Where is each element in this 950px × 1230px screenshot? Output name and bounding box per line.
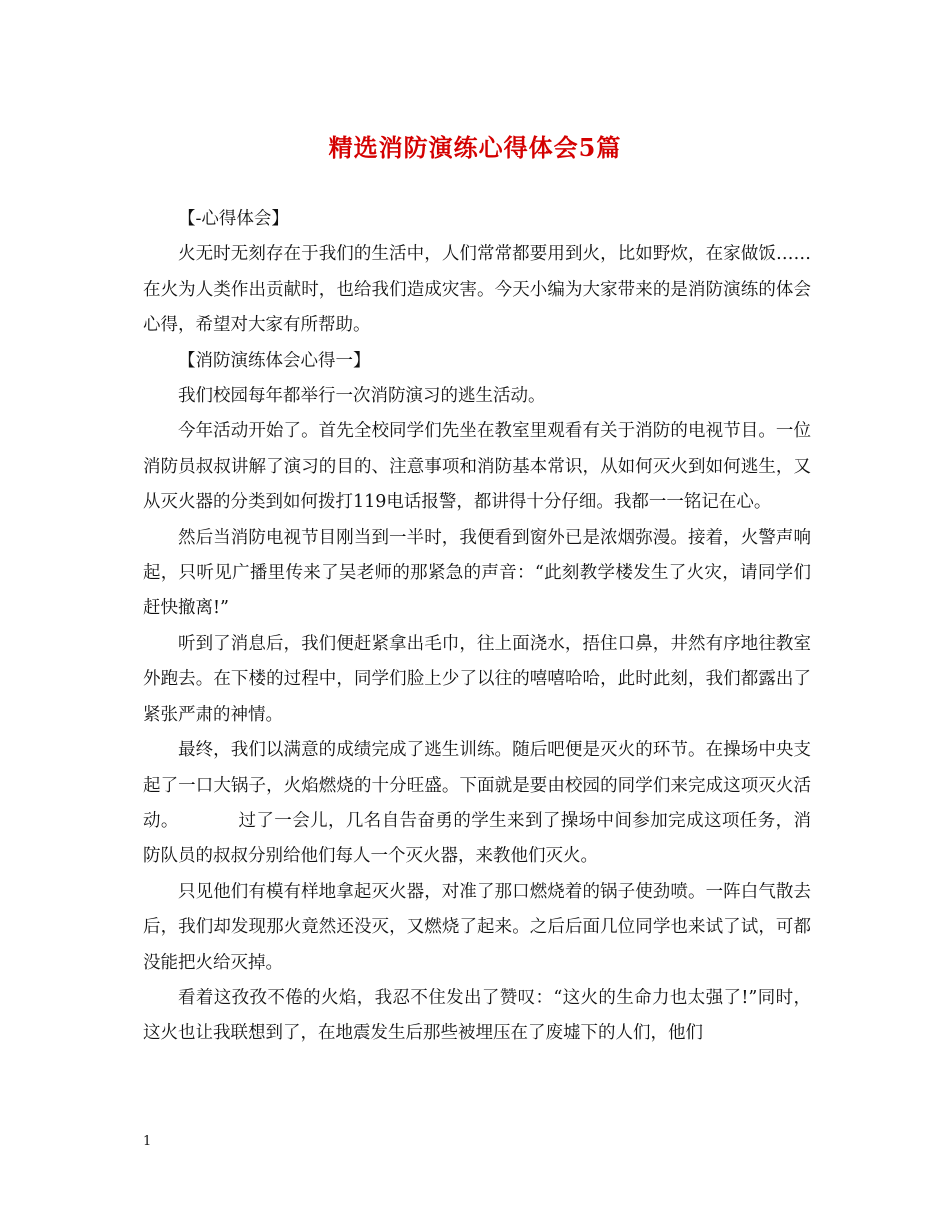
paragraph-4: 听到了消息后，我们便赶紧拿出毛巾，往上面浇水，捂住口鼻，井然有序地往教室外跑去。在下楼的过程中，同学们脸上少了以往的嘻嘻哈哈，此时此刻，我们都露出了紧张严肃的神情。: [143, 633, 811, 725]
section-heading: 【消防演练体会心得一】: [178, 350, 371, 371]
paragraph-2: 今年活动开始了。首先全校同学们先坐在教室里观看有关于消防的电视节目。一位消防员叔叔讲解了演习的目的、注意事项和消防基本常识，从如何灭火到如何逃生，又从灭火器的分类到如何拨打119电话报警，都讲得十分仔细。我都一一铭记在心。: [143, 421, 811, 513]
paragraph-5: 最终，我们以满意的成绩完成了逃生训练。随后吧便是灭火的环节。在操场中央支起了一口大锅子，火焰燃烧的十分旺盛。下面就是要由校园的同学们来完成这项灭火活动。 过了一会儿，几名自告奋勇的学生来到了操场中间参加完成这项任务，消防队员的叔叔分别给他们每人一个灭火器，来教他们灭火。: [143, 740, 811, 867]
page-number: 1: [143, 1134, 152, 1149]
paragraph-6: 只见他们有模有样地拿起灭火器，对准了那口燃烧着的锅子使劲喷。一阵白气散去后，我们却发现那火竟然还没灭，又燃烧了起来。之后后面几位同学也来试了试，可都没能把火给灭掉。: [143, 881, 811, 973]
intro-heading: 【-心得体会】: [178, 209, 289, 229]
paragraph-1: 我们校园每年都举行一次消防演习的逃生活动。: [178, 386, 546, 407]
document-title: 精选消防演练心得体会5篇: [328, 133, 622, 162]
paragraph-7: 看着这孜孜不倦的火焰，我忍不住发出了赞叹：“这火的生命力也太强了!”同时，这火也让我联想到了，在地震发生后那些被埋压在了废墟下的人们，他们: [143, 987, 811, 1044]
paragraph-3: 然后当消防电视节目刚当到一半时，我便看到窗外已是浓烟弥漫。接着，火警声响起，只听见广播里传来了吴老师的那紧急的声音：“此刻教学楼发生了火灾，请同学们赶快撤离!”: [143, 527, 811, 619]
intro-paragraph: 火无时无刻存在于我们的生活中，人们常常都要用到火，比如野炊，在家做饭……在火为人类作出贡献时，也给我们造成灾害。今天小编为大家带来的是消防演练的体会心得，希望对大家有所帮助。: [143, 244, 811, 336]
document-body: [143, 202, 811, 1052]
